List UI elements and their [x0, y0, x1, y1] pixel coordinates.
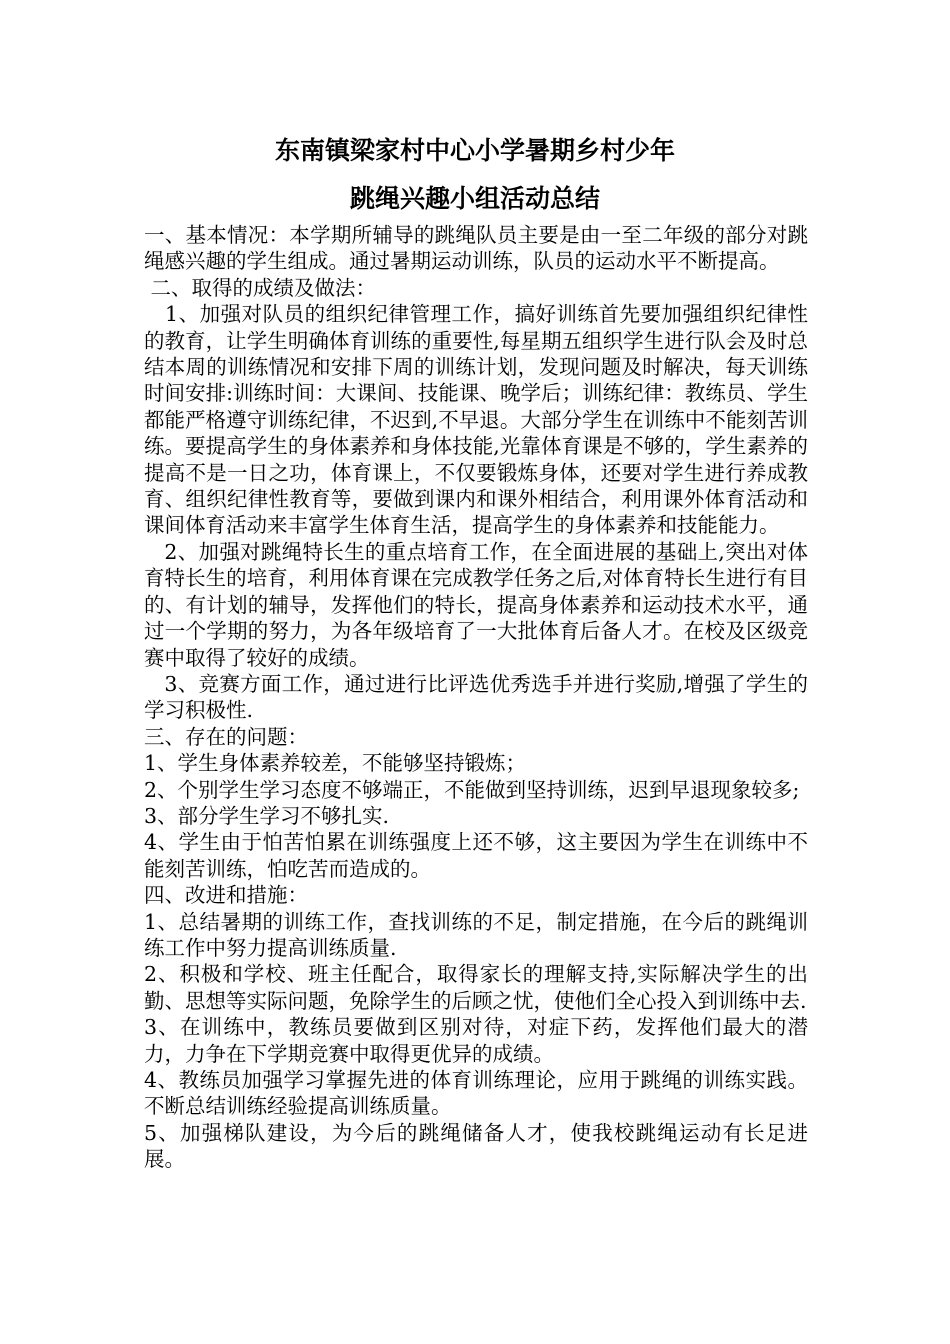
improvement-item-4: 4、教练员加强学习掌握先进的体育训练理论，应用于跳绳的训练实践。不断总结训练经验提高训练质量。: [144, 1068, 808, 1119]
document-body: [144, 222, 808, 1173]
problem-item-1: 1、学生身体素养较差，不能够坚持锻炼；: [144, 751, 527, 776]
improvement-item-5: 5、加强梯队建设，为今后的跳绳储备人才，使我校跳绳运动有长足进展。: [144, 1120, 808, 1172]
section-problems-heading: 三、存在的问题：: [144, 724, 308, 749]
improvement-item-3: 3、在训练中，教练员要做到区别对待，对症下药，发挥他们最大的潜力，力争在下学期竞赛中取得更优异的成绩。: [144, 1015, 808, 1066]
achievement-item-2: 2、加强对跳绳特长生的重点培育工作，在全面进展的基础上,突出对体育特长生的培育，利用体育课在完成教学任务之后,对体育特长生进行有目的、有计划的辅导，发挥他们的特长，提高身体素养和运动技术水平，通过一个学期的努力，为各年级培育了一大批体育后备人才。在校及区级竞赛中取得了较好的成绩。: [144, 539, 808, 670]
problem-item-2: 2、个别学生学习态度不够端正，不能做到坚持训练，迟到早退现象较多;: [144, 777, 800, 802]
problem-item-3: 3、部分学生学习不够扎实.: [144, 803, 390, 828]
problem-item-4: 4、学生由于怕苦怕累在训练强度上还不够，这主要因为学生在训练中不能刻苦训练，怕吃苦而造成的。: [144, 830, 808, 881]
improvement-item-2: 2、积极和学校、班主任配合，取得家长的理解支持,实际解决学生的出勤、思想等实际问题，免除学生的后顾之忧，使他们全心投入到训练中去.: [144, 962, 808, 1013]
document-title-line-2: 跳绳兴趣小组活动总结: [349, 184, 600, 213]
achievement-item-1: 1、加强对队员的组织纪律管理工作，搞好训练首先要加强组织纪律性的教育，让学生明确体育训练的重要性,每星期五组织学生进行队会及时总结本周的训练情况和安排下周的训练计划，发现问题及时解决，每天训练时间安排:训练时间：大课间、技能课、晚学后；训练纪律：教练员、学生都能严格遵守训练纪律，不迟到,不早退。大部分学生在训练中不能刻苦训练。要提高学生的身体素养和身体技能,光靠体育课是不够的，学生素养的提高不是一日之功，体育课上，不仅要锻炼身体，还要对学生进行养成教育、组织纪律性教育等，要做到课内和课外相结合，利用课外体育活动和课间体育活动来丰富学生体育生活，提高学生的身体素养和技能能力。: [144, 302, 808, 538]
section-improvements-heading: 四、改进和措施：: [144, 883, 308, 908]
document-title-line-1: 东南镇梁家村中心小学暑期乡村少年: [274, 136, 675, 165]
section-basic-situation: 一、基本情况：本学期所辅导的跳绳队员主要是由一至二年级的部分对跳绳感兴趣的学生组成。通过暑期运动训练，队员的运动水平不断提高。: [144, 223, 808, 274]
section-achievements-heading: 二、取得的成绩及做法：: [144, 275, 377, 300]
achievement-item-3: 3、竞赛方面工作，通过进行比评选优秀选手并进行奖励,增强了学生的学习积极性.: [144, 671, 808, 723]
improvement-item-1: 1、总结暑期的训练工作，查找训练的不足，制定措施，在今后的跳绳训练工作中努力提高训练质量.: [144, 909, 808, 960]
